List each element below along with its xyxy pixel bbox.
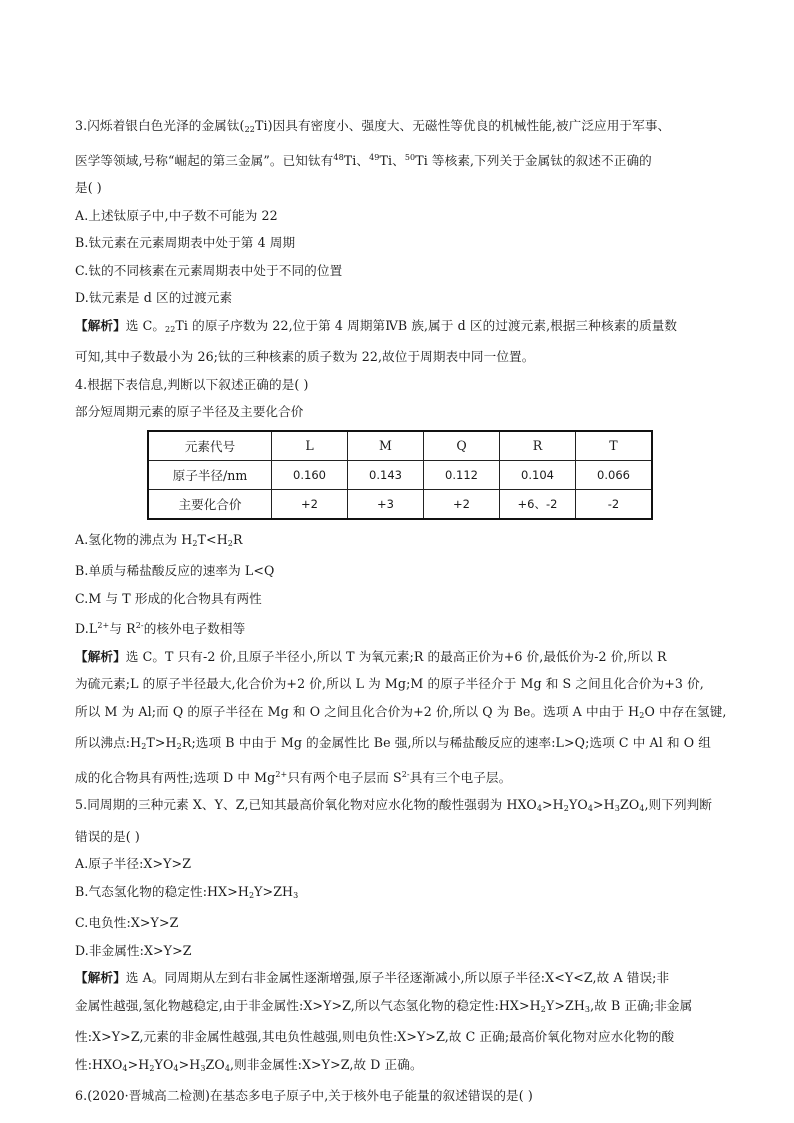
q3-stem-line3: 是( ) [75, 180, 102, 195]
element-table [147, 430, 653, 520]
table-cell: 0.160 [272, 460, 348, 489]
analysis-tag: 【解析】 [75, 970, 126, 985]
q5-option-b: B.气态氢化物的稳定性$:HX>H_2Y>ZH_3$ [75, 883, 299, 900]
q4-option-a: A.氢化物的沸点为 $H_2T<H_2R$ [75, 531, 243, 548]
q4-stem: 4.根据下表信息,判断以下叙述正确的是( ) [75, 376, 309, 392]
q5-option-c: C.电负性:X>Y>Z [75, 915, 179, 930]
q4-analysis-line2: 为硫元素;L 的原子半径最大,化合价为+2 价,所以 L 为 Mg;M 的原子半径介于 Mg 和 S 之间且化合价为+3 价, [75, 676, 704, 691]
document-page [75, 112, 725, 1110]
q3-stem-line1: 3.闪烁着银白色光泽的金属钛$(_{22}Ti)$因具有密度小、强度大、无磁性等优良的机械性能,被广泛应用于军事、 [75, 118, 671, 134]
table-cell: Q [424, 431, 500, 461]
table-cell: 0.112 [424, 460, 500, 489]
q5-option-d: D.非金属性:X>Y>Z [75, 942, 192, 958]
q4-analysis-line1: 【解析】选 C。T 只有-2 价,且原子半径小,所以 T 为氧元素;R 的最高正价为+6 价,最低价为-2 价,所以 R [75, 648, 667, 664]
table-cell: L [272, 431, 348, 461]
table-cell: R [500, 431, 576, 461]
q5-analysis-line1: 【解析】选 A。同周期从左到右非金属性逐渐增强,原子半径逐渐减小,所以原子半径:X<Y<Z,故 A 错误;非 [75, 970, 670, 985]
analysis-tag: 【解析】 [75, 317, 126, 333]
table-cell: 原子半径/nm [148, 460, 272, 489]
table-cell: 0.143 [348, 460, 424, 489]
q3-option-d: D.钛元素是 d 区的过渡元素 [75, 290, 233, 305]
table-cell: 0.104 [500, 460, 576, 489]
q4-analysis-line4: 所以沸点$:H_2T>H_2R$;选项 B 中由于 Mg 的金属性比 Be 强,所以与稀盐酸反应的速率:L>Q;选项 C 中 Al 和 O 组 [75, 735, 711, 751]
analysis-tag: 【解析】 [75, 648, 126, 664]
table-row [148, 460, 652, 489]
q6-stem: 6.(2020·晋城高二检测)在基态多电子原子中,关于核外电子能量的叙述错误的是( ) [75, 1088, 533, 1103]
q4-analysis-line5: 成的化合物具有两性;选项 D 中 $Mg^{2+}$只有两个电子层而 $S^{2-}$具有三个电子层。 [75, 769, 512, 785]
table-cell: -2 [576, 489, 653, 519]
q4-option-d: $D.L^{2+}$与 $R^{2-}$的核外电子数相等 [75, 621, 246, 636]
q3-analysis-line1: 【解析】选 C。$_{22}$Ti 的原子序数为 22,位于第 4 周期第ⅣB 族,属于 d 区的过渡元素,根据三种核素的质量数 [75, 317, 678, 334]
table-cell: 主要化合价 [148, 489, 272, 519]
q3-analysis-line2: 可知,其中子数最小为 26;钛的三种核素的质子数为 22,故位于周期表中同一位置。 [75, 349, 535, 364]
q4-option-c: C.M 与 T 形成的化合物具有两性 [75, 590, 262, 606]
q5-analysis-line2: 金属性越强,氢化物越稳定,由于非金属性:X>Y>Z,所以气态氢化物的稳定性$:HX>H_2Y>ZH_3$,故 B 正确;非金属 [75, 997, 693, 1014]
q5-option-a: A.原子半径:X>Y>Z [75, 856, 192, 871]
table-header-row [148, 431, 652, 461]
table-cell: +6、-2 [500, 489, 576, 519]
q3-stem-line2: 医学等领域,号称“崛起的第三金属”。已知钛有$^{48}$Ti、$^{49}$Ti、$^{50}$Ti 等核素,下列关于金属钛的叙述不正确的 [75, 152, 652, 168]
q3-option-b: B.钛元素在元素周期表中处于第 4 周期 [75, 235, 296, 250]
q4-table-caption: 部分短周期元素的原子半径及主要化合价 [75, 404, 304, 419]
table-cell: +2 [272, 489, 348, 519]
q5-stem-line2: 错误的是( ) [75, 828, 140, 844]
q5-stem-line1: 5.同周期的三种元素 X、Y、Z,已知其最高价氧化物对应水化物的酸性强弱为 $HXO_4>H_2YO_4>H_3ZO_4$,则下列判断 [75, 797, 713, 813]
table-cell: 0.066 [576, 460, 653, 489]
q3-option-a: A.上述钛原子中,中子数不可能为 22 [75, 207, 278, 223]
table-cell: T [576, 431, 653, 461]
q5-analysis-line4: 性$:HXO_4>H_2YO_4>H_3ZO_4$,则非金属性:X>Y>Z,故 D 正确。 [75, 1056, 423, 1073]
table-cell: M [348, 431, 424, 461]
q4-option-b: B.单质与稀盐酸反应的速率为 L<Q [75, 563, 275, 578]
q5-analysis-line3: 性:X>Y>Z,元素的非金属性越强,其电负性越强,则电负性:X>Y>Z,故 C 正确;最高价氧化物对应水化物的酸 [75, 1029, 675, 1044]
table-cell: 元素代号 [148, 431, 272, 461]
table-cell: +3 [348, 489, 424, 519]
table-cell: +2 [424, 489, 500, 519]
q4-analysis-line3: 所以 M 为 Al;而 Q 的原子半径在 Mg 和 O 之间且化合价为+2 价,所以 Q 为 Be。选项 A 中由于 $H_2O$ 中存在氢键, [75, 703, 727, 720]
q3-option-c: C.钛的不同核素在元素周期表中处于不同的位置 [75, 262, 343, 278]
table-row [148, 489, 652, 519]
